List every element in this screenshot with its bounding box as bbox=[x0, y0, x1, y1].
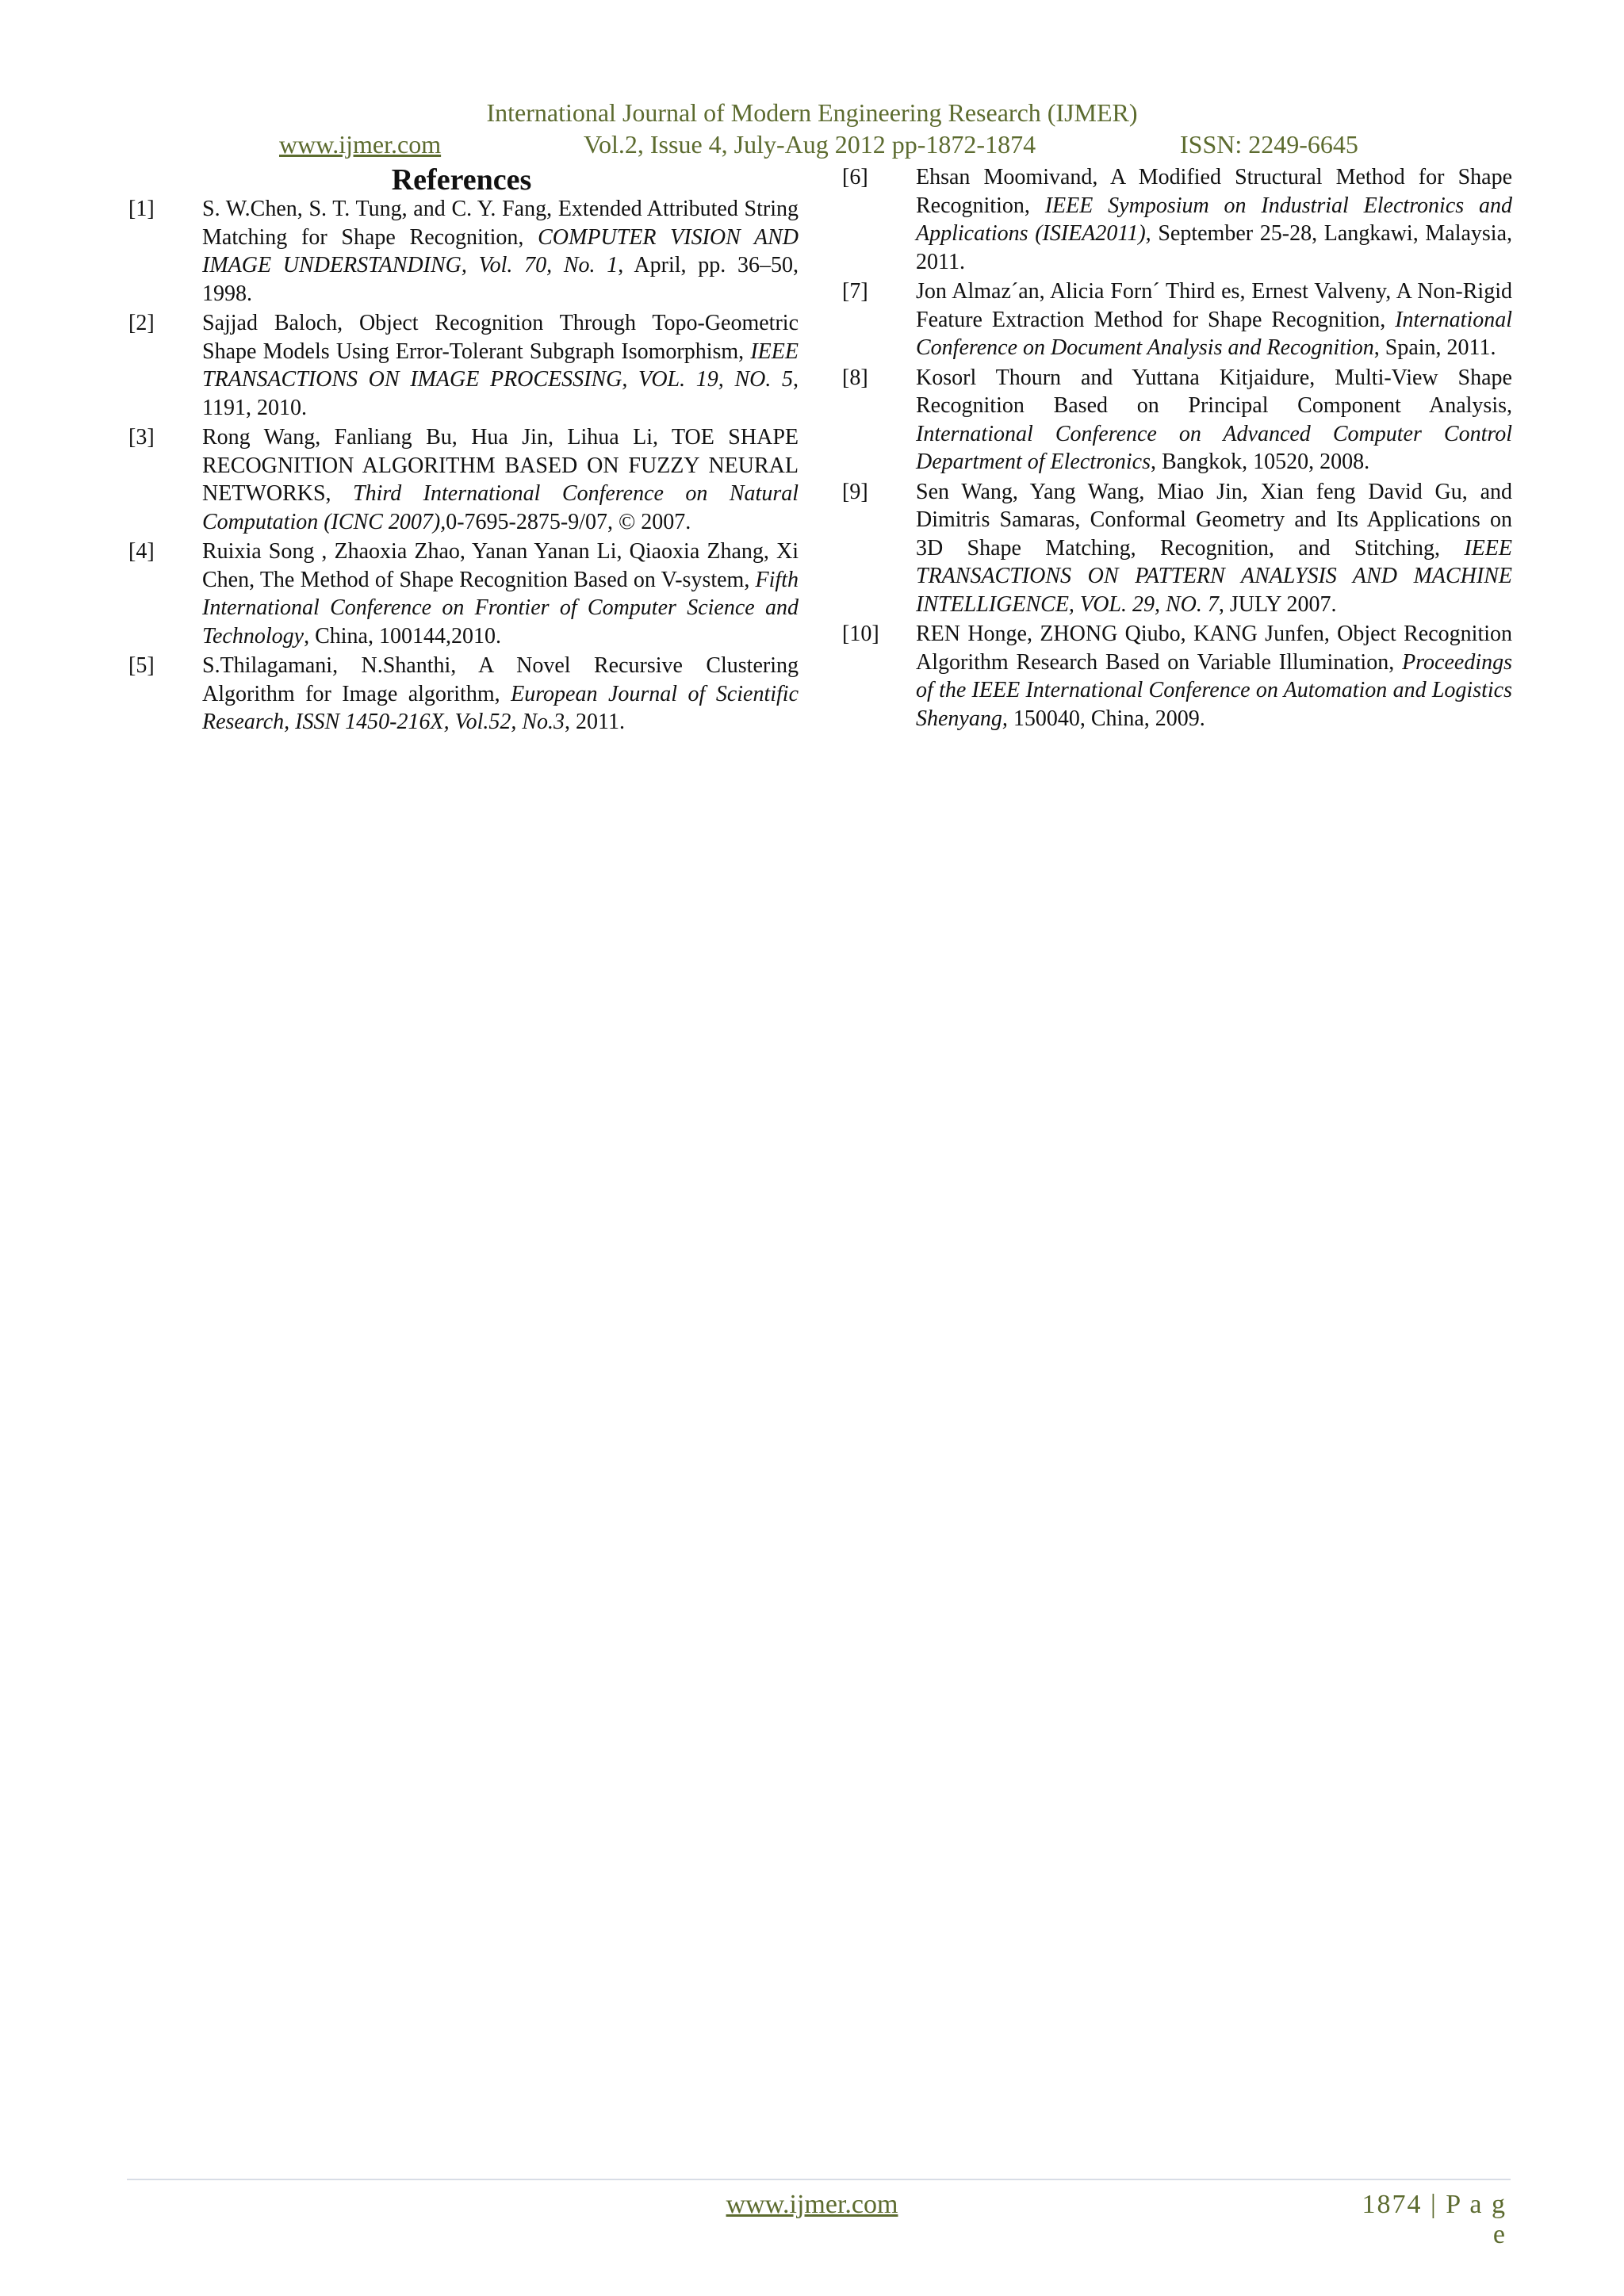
header-issn: ISSN: 2249-6645 bbox=[1180, 130, 1358, 159]
reference-source: Proceedings of the IEEE International Conference on Automation and Logistics Shenyang, bbox=[916, 649, 1512, 731]
reference-segment: Ruixia Song , Zhaoxia Zhao, Yanan Yanan Li, Qiaoxia Zhang, Xi Chen, The Method of Shape Recognition Based on V-system, bbox=[202, 539, 799, 592]
reference-text bbox=[916, 277, 1512, 362]
header-subline bbox=[0, 130, 1624, 162]
reference-number: [1] bbox=[128, 197, 155, 221]
reference-text bbox=[202, 538, 799, 650]
reference-item bbox=[842, 478, 1512, 619]
reference-text bbox=[202, 652, 799, 737]
reference-text bbox=[916, 364, 1512, 476]
footer-rule bbox=[127, 2179, 1511, 2180]
reference-segment: Sajjad Baloch, Object Recognition Through Topo-Geometric Shape Models Using Error-Tolerant Subgraph Isomorphism, bbox=[202, 311, 799, 364]
reference-source: International Conference on Document Analysis and Recognition bbox=[916, 307, 1512, 360]
reference-text bbox=[202, 423, 799, 536]
reference-item bbox=[842, 163, 1512, 276]
reference-source: Fifth International Conference on Frontier of Computer Science and Technology bbox=[202, 567, 799, 649]
reference-segment: REN Honge, ZHONG Qiubo, KANG Junfen, Object Recognition Algorithm Research Based on Variable Illumination, bbox=[916, 622, 1512, 675]
reference-item bbox=[128, 652, 799, 737]
reference-segment: Rong Wang, Fanliang Bu, Hua Jin, Lihua Li, TOE SHAPE RECOGNITION ALGORITHM BASED ON FUZZY NEURAL NETWORKS, bbox=[202, 425, 799, 506]
reference-segment: , JULY 2007. bbox=[1218, 591, 1337, 617]
reference-text bbox=[916, 478, 1512, 619]
journal-header: International Journal of Modern Engineering Research (IJMER) bbox=[486, 98, 1138, 127]
reference-item bbox=[128, 423, 799, 536]
reference-source: International Conference on Advanced Computer Control Department of Electronics bbox=[916, 421, 1512, 474]
reference-source: COMPUTER VISION AND IMAGE UNDERSTANDING, Vol. 70, No. 1 bbox=[202, 224, 799, 277]
reference-item bbox=[842, 620, 1512, 733]
reference-segment: Sen Wang, Yang Wang, Miao Jin, Xian feng David Gu, and Dimitris Samaras, Conformal Geometry and Its Applications on 3D Shape Matching, Recognition, and Stitching, bbox=[916, 479, 1512, 561]
reference-text bbox=[202, 195, 799, 308]
reference-source: European Journal of Scientific Research, ISSN 1450-216X, Vol.52, No.3 bbox=[202, 681, 799, 734]
reference-segment: September 25-28, Langkawi, Malaysia, 2011. bbox=[916, 221, 1512, 274]
reference-item bbox=[128, 309, 799, 422]
reference-segment: S. W.Chen, S. T. Tung, and C. Y. Fang, Extended Attributed String Matching for Shape Recognition, bbox=[202, 197, 799, 250]
reference-segment: Kosorl Thourn and Yuttana Kitjaidure, Multi-View Shape Recognition Based on Principal Component Analysis, bbox=[916, 365, 1512, 418]
reference-text bbox=[916, 163, 1512, 276]
reference-segment: , April, pp. 36–50, 1998. bbox=[202, 253, 799, 306]
reference-number: [4] bbox=[128, 539, 155, 564]
reference-segment: , China, 100144,2010. bbox=[304, 623, 501, 649]
footer-page-number: 1874 | P a g e bbox=[1362, 2190, 1507, 2249]
reference-source: Third International Conference on Natural Computation (ICNC 2007), bbox=[202, 481, 799, 534]
reference-source: IEEE Symposium on Industrial Electronics and Applications (ISIEA2011), bbox=[916, 193, 1512, 246]
reference-number: [10] bbox=[842, 622, 879, 646]
reference-source: IEEE TRANSACTIONS ON PATTERN ANALYSIS AND MACHINE INTELLIGENCE, VOL. 29, NO. 7 bbox=[916, 535, 1512, 617]
reference-segment: Ehsan Moomivand, A Modified Structural Method for Shape Recognition, bbox=[916, 165, 1512, 218]
reference-number: [3] bbox=[128, 425, 155, 450]
reference-text bbox=[202, 309, 799, 422]
reference-segment: , 2011. bbox=[565, 710, 625, 734]
reference-number: [5] bbox=[128, 653, 155, 678]
header-volume: Vol.2, Issue 4, July-Aug 2012 pp-1872-1874 bbox=[584, 130, 1036, 159]
reference-number: [8] bbox=[842, 365, 868, 390]
reference-segment: 150040, China, 2009. bbox=[1007, 706, 1205, 731]
reference-item bbox=[128, 195, 799, 308]
header-site-link[interactable]: www.ijmer.com bbox=[279, 130, 442, 159]
references-title: References bbox=[391, 163, 532, 197]
reference-segment: , Bangkok, 10520, 2008. bbox=[1151, 450, 1370, 474]
reference-number: [9] bbox=[842, 479, 868, 504]
reference-segment: , 1191, 2010. bbox=[202, 367, 799, 420]
reference-number: [6] bbox=[842, 165, 868, 189]
reference-segment: , Spain, 2011. bbox=[1373, 335, 1496, 360]
reference-item bbox=[842, 277, 1512, 362]
reference-item bbox=[128, 538, 799, 650]
reference-segment: S.Thilagamani, N.Shanthi, A Novel Recursive Clustering Algorithm for Image algorithm, bbox=[202, 653, 799, 706]
reference-item bbox=[842, 364, 1512, 476]
footer-site-link[interactable]: www.ijmer.com bbox=[726, 2190, 898, 2219]
reference-text bbox=[916, 620, 1512, 733]
references-right-column bbox=[842, 163, 1512, 734]
reference-segment: Jon Almaz´an, Alicia Forn´ Third es, Ernest Valveny, A Non-Rigid Feature Extraction Method for Shape Recognition, bbox=[916, 279, 1512, 332]
reference-segment: 0-7695-2875-9/07, © 2007. bbox=[446, 509, 691, 534]
reference-number: [2] bbox=[128, 311, 155, 335]
reference-source: IEEE TRANSACTIONS ON IMAGE PROCESSING, VOL. 19, NO. 5 bbox=[202, 339, 799, 392]
reference-number: [7] bbox=[842, 279, 868, 304]
references-left-column bbox=[128, 195, 799, 738]
